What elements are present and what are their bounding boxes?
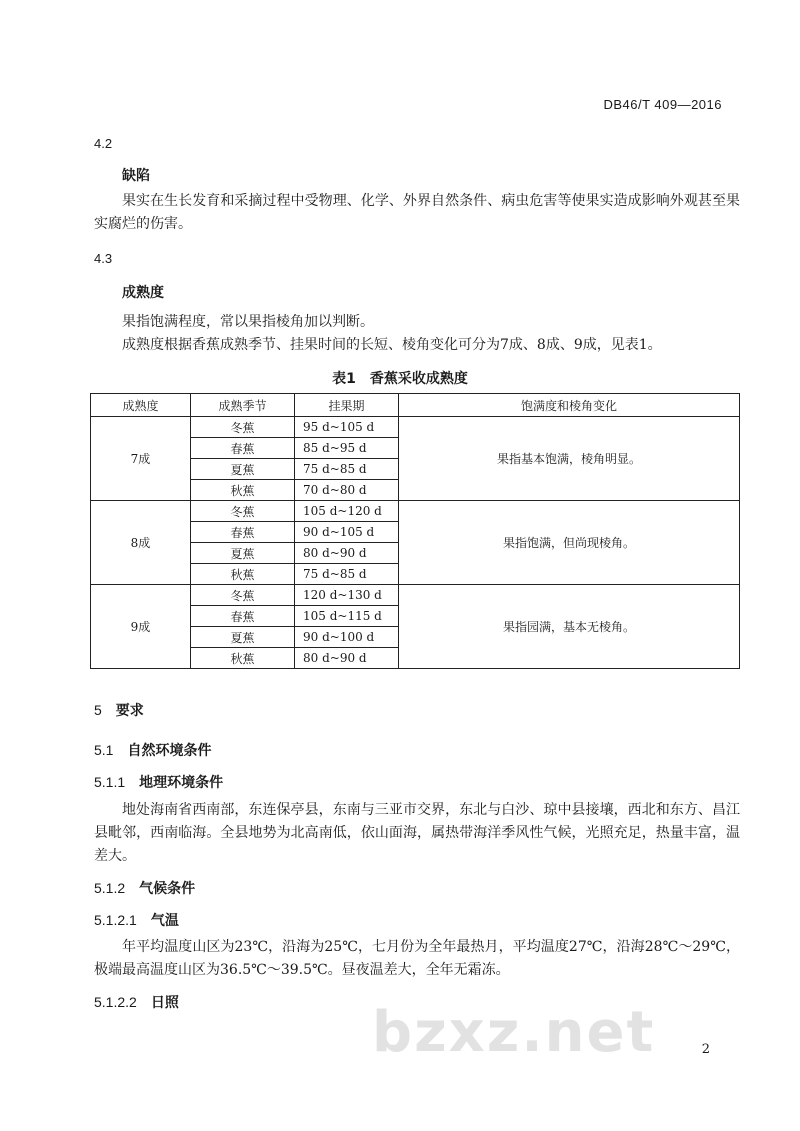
term-maturity: 成熟度: [122, 285, 164, 301]
period-cell: 75 d~85 d: [295, 564, 399, 585]
section-number: 5.1.2.2: [94, 994, 137, 1010]
maturity-cell: 8成: [91, 501, 191, 585]
change-cell: 果指饱满，但尚现棱角。: [399, 501, 740, 585]
season-cell: 夏蕉: [191, 543, 295, 564]
period-cell: 120 d~130 d: [295, 585, 399, 606]
geography-paragraph: 地处海南省西南部，东连保亭县，东南与三亚市交界，东北与白沙、琼中县接壤，西北和东方、昌江县毗邻，西南临海。全县地势为北高南低，依山面海，属热带海洋季风性气候，光照充足，热量丰富，温差大。: [94, 802, 740, 864]
season-cell: 春蕉: [191, 606, 295, 627]
season-cell: 夏蕉: [191, 627, 295, 648]
watermark: bzxz.net: [372, 1000, 656, 1065]
section-5-1-2-2-heading: [94, 992, 179, 1012]
period-cell: 80 d~90 d: [295, 543, 399, 564]
term-defect: 缺陷: [122, 168, 150, 184]
table-header-row: [91, 394, 740, 417]
table-row: [91, 417, 740, 438]
maturity-cell: 9成: [91, 585, 191, 669]
period-cell: 75 d~85 d: [295, 459, 399, 480]
section-number: 5.1.1: [94, 774, 126, 790]
section-number: 5.1.2.1: [94, 912, 137, 928]
table-row: [91, 585, 740, 606]
section-5-1-heading: [94, 740, 211, 760]
section-number: 5.1.2: [94, 880, 126, 896]
section-title: 自然环境条件: [127, 743, 212, 759]
maturity-cell: 7成: [91, 417, 191, 501]
maturity-note: 成熟度根据香蕉成熟季节、挂果时间的长短、棱角变化可分为7成、8成、9成，见表1。: [122, 337, 662, 353]
page-number: 2: [701, 1042, 710, 1057]
header-fruiting-period: 挂果期: [295, 394, 399, 417]
season-cell: 夏蕉: [191, 459, 295, 480]
period-cell: 85 d~95 d: [295, 438, 399, 459]
season-cell: 冬蕉: [191, 417, 295, 438]
header-maturity: 成熟度: [91, 394, 191, 417]
table-row: [91, 501, 740, 522]
season-cell: 春蕉: [191, 438, 295, 459]
period-cell: 70 d~80 d: [295, 480, 399, 501]
season-cell: 秋蕉: [191, 564, 295, 585]
period-cell: 90 d~100 d: [295, 627, 399, 648]
season-cell: 冬蕉: [191, 501, 295, 522]
section-5-1-2-1-heading: [94, 910, 179, 930]
section-title: 气温: [150, 913, 179, 929]
section-5-heading: [94, 700, 144, 720]
period-cell: 105 d~120 d: [295, 501, 399, 522]
season-cell: 冬蕉: [191, 585, 295, 606]
clause-4-2-number: 4.2: [94, 136, 113, 151]
header-season: 成熟季节: [191, 394, 295, 417]
period-cell: 90 d~105 d: [295, 522, 399, 543]
season-cell: 春蕉: [191, 522, 295, 543]
definition-defect: 果实在生长发育和采摘过程中受物理、化学、外界自然条件、病虫危害等使果实造成影响外观甚至果实腐烂的伤害。: [94, 193, 740, 232]
section-5-1-2-heading: [94, 878, 195, 898]
table-caption: 表1 香蕉采收成熟度: [332, 371, 468, 387]
temperature-paragraph: 年平均温度山区为23℃，沿海为25℃，七月份为全年最热月，平均温度27℃，沿海28℃～29℃，极端最高温度山区为36.5℃～39.5℃。昼夜温差大，全年无霜冻。: [94, 939, 740, 978]
change-cell: 果指园满，基本无棱角。: [399, 585, 740, 669]
definition-maturity: 果指饱满程度，常以果指棱角加以判断。: [122, 314, 374, 330]
section-title: 日照: [150, 995, 179, 1011]
document-code: DB46/T 409—2016: [603, 97, 722, 112]
season-cell: 秋蕉: [191, 648, 295, 669]
season-cell: 秋蕉: [191, 480, 295, 501]
period-cell: 95 d~105 d: [295, 417, 399, 438]
section-number: 5.1: [94, 742, 114, 758]
header-fullness-change: 饱满度和棱角变化: [399, 394, 740, 417]
section-number: 5: [94, 702, 102, 718]
section-title: 地理环境条件: [139, 775, 224, 791]
period-cell: 105 d~115 d: [295, 606, 399, 627]
section-title: 要求: [115, 703, 144, 719]
clause-4-3-number: 4.3: [94, 251, 113, 266]
section-title: 气候条件: [139, 881, 196, 897]
change-cell: 果指基本饱满，棱角明显。: [399, 417, 740, 501]
harvest-maturity-table: [90, 393, 740, 669]
section-5-1-1-heading: [94, 772, 223, 792]
period-cell: 80 d~90 d: [295, 648, 399, 669]
